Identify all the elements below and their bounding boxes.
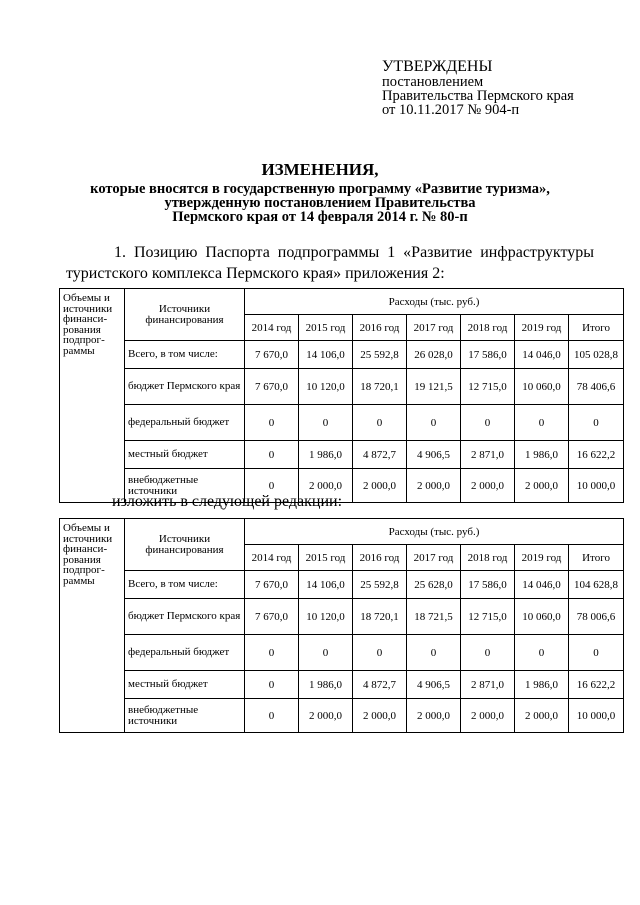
subtitle-line: которые вносятся в государственную программу «Развитие туризма», [90,181,550,197]
value-cell: 2 000,0 [353,469,407,503]
source-cell: внебюджетные источники [125,469,245,503]
value-cell: 14 106,0 [299,571,353,599]
financing-table-old [59,288,624,503]
year-header: 2015 год [299,545,353,571]
value-cell: 16 622,2 [569,441,624,469]
value-cell: 2 000,0 [299,699,353,733]
table-row [60,671,624,699]
expenses-header: Расходы (тыс. руб.) [245,519,624,545]
paragraph-intro: 1. Позицию Паспорта подпрограммы 1 «Развитие инфраструктуры туристского комплекса Пермского края» приложения 2: [66,244,594,282]
subtitle-line: Пермского края от 14 февраля 2014 г. № 80-п [172,209,468,225]
approval-line: постановлением [382,74,484,90]
value-cell: 0 [569,635,624,671]
table-row [60,599,624,635]
value-cell: 1 986,0 [515,441,569,469]
value-cell: 0 [353,405,407,441]
value-cell: 26 028,0 [407,341,461,369]
year-header: 2016 год [353,315,407,341]
total-header: Итого [569,315,624,341]
value-cell: 2 000,0 [515,469,569,503]
year-header: 2019 год [515,545,569,571]
value-cell: 10 120,0 [299,369,353,405]
value-cell: 2 000,0 [407,699,461,733]
value-cell: 17 586,0 [461,341,515,369]
value-cell: 1 986,0 [299,671,353,699]
value-cell: 2 000,0 [299,469,353,503]
year-header: 2019 год [515,315,569,341]
year-header: 2017 год [407,545,461,571]
value-cell: 2 000,0 [461,699,515,733]
value-cell: 12 715,0 [461,599,515,635]
value-cell: 1 986,0 [515,671,569,699]
approval-heading: УТВЕРЖДЕНЫ [382,58,493,75]
value-cell: 2 871,0 [461,671,515,699]
year-header: 2017 год [407,315,461,341]
value-cell: 18 720,1 [353,369,407,405]
financing-table-new [59,518,624,733]
value-cell: 4 906,5 [407,441,461,469]
value-cell: 10 060,0 [515,369,569,405]
value-cell: 7 670,0 [245,599,299,635]
source-cell: Всего, в том числе: [125,571,245,599]
year-header: 2018 год [461,545,515,571]
value-cell: 4 872,7 [353,671,407,699]
value-cell: 14 046,0 [515,571,569,599]
table-row [60,635,624,671]
paragraph-replace: изложить в следующей редакции: [112,493,343,510]
value-cell: 14 046,0 [515,341,569,369]
value-cell: 0 [407,405,461,441]
value-cell: 0 [461,635,515,671]
value-cell: 18 720,1 [353,599,407,635]
subtitle-line: утвержденную постановлением Правительства [164,195,476,211]
value-cell: 1 986,0 [299,441,353,469]
expenses-header: Расходы (тыс. руб.) [245,289,624,315]
value-cell: 0 [245,405,299,441]
approval-block [382,58,574,117]
value-cell: 25 592,8 [353,571,407,599]
table-row [60,571,624,599]
value-cell: 10 000,0 [569,469,624,503]
source-cell: Всего, в том числе: [125,341,245,369]
value-cell: 0 [515,635,569,671]
row-label: Объемы и источники финанси-рования подпрог-раммы [60,289,125,503]
table-row [60,441,624,469]
value-cell: 0 [245,699,299,733]
value-cell: 2 000,0 [461,469,515,503]
value-cell: 10 120,0 [299,599,353,635]
value-cell: 104 628,8 [569,571,624,599]
value-cell: 2 000,0 [515,699,569,733]
value-cell: 19 121,5 [407,369,461,405]
value-cell: 10 060,0 [515,599,569,635]
value-cell: 0 [353,635,407,671]
table-row [60,405,624,441]
value-cell: 7 670,0 [245,369,299,405]
source-cell: федеральный бюджет [125,635,245,671]
year-header: 2015 год [299,315,353,341]
year-header: 2018 год [461,315,515,341]
value-cell: 0 [245,441,299,469]
value-cell: 18 721,5 [407,599,461,635]
value-cell: 7 670,0 [245,571,299,599]
row-label: Объемы и источники финанси-рования подпрог-раммы [60,519,125,733]
total-header: Итого [569,545,624,571]
value-cell: 0 [299,405,353,441]
source-cell: бюджет Пермского края [125,369,245,405]
value-cell: 2 000,0 [353,699,407,733]
approval-line: от 10.11.2017 № 904-п [382,102,520,118]
value-cell: 25 592,8 [353,341,407,369]
value-cell: 2 871,0 [461,441,515,469]
source-cell: местный бюджет [125,441,245,469]
value-cell: 78 006,6 [569,599,624,635]
year-header: 2014 год [245,315,299,341]
value-cell: 4 906,5 [407,671,461,699]
value-cell: 2 000,0 [407,469,461,503]
value-cell: 0 [407,635,461,671]
source-cell: федеральный бюджет [125,405,245,441]
source-header: Источники финансирования [125,289,245,341]
table-row [60,369,624,405]
value-cell: 105 028,8 [569,341,624,369]
value-cell: 12 715,0 [461,369,515,405]
table-row [60,341,624,369]
document-title: ИЗМЕНЕНИЯ, [261,160,379,179]
value-cell: 17 586,0 [461,571,515,599]
value-cell: 0 [461,405,515,441]
value-cell: 7 670,0 [245,341,299,369]
table-row [60,699,624,733]
document-subtitle [0,182,640,224]
value-cell: 0 [299,635,353,671]
value-cell: 4 872,7 [353,441,407,469]
value-cell: 78 406,6 [569,369,624,405]
value-cell: 0 [245,635,299,671]
value-cell: 0 [569,405,624,441]
source-cell: внебюджетные источники [125,699,245,733]
approval-line: Правительства Пермского края [382,88,574,104]
value-cell: 16 622,2 [569,671,624,699]
value-cell: 0 [515,405,569,441]
value-cell: 25 628,0 [407,571,461,599]
value-cell: 10 000,0 [569,699,624,733]
source-header: Источники финансирования [125,519,245,571]
value-cell: 0 [245,469,299,503]
source-cell: бюджет Пермского края [125,599,245,635]
value-cell: 0 [245,671,299,699]
year-header: 2016 год [353,545,407,571]
year-header: 2014 год [245,545,299,571]
value-cell: 14 106,0 [299,341,353,369]
source-cell: местный бюджет [125,671,245,699]
